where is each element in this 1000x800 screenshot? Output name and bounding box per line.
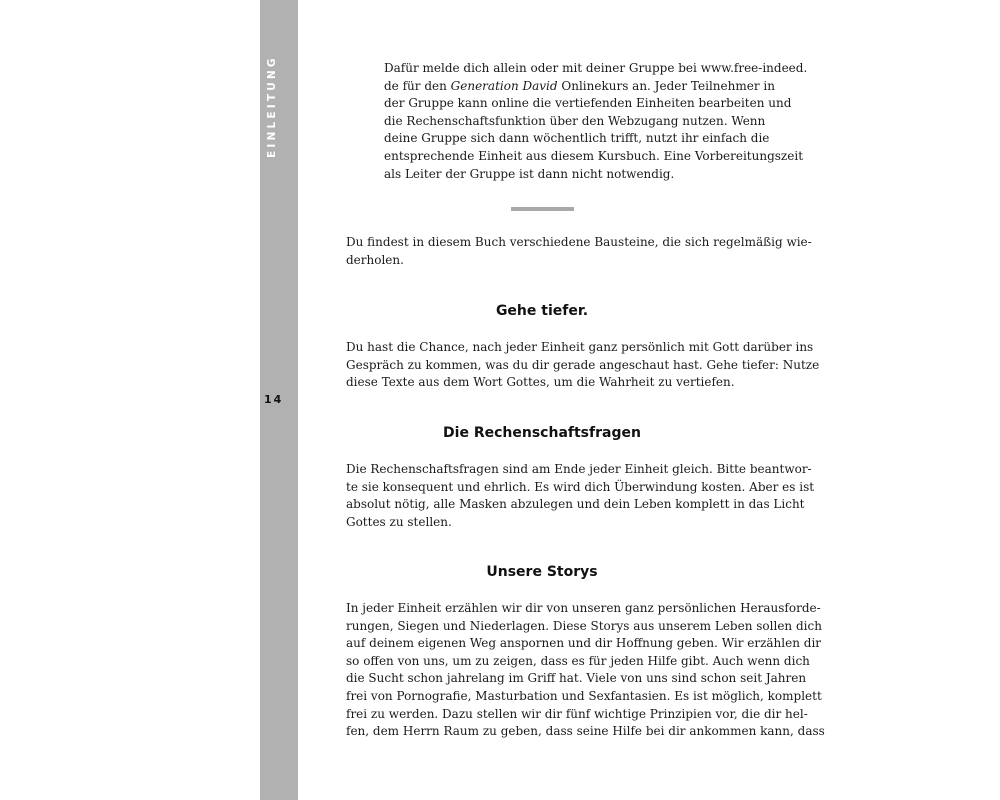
unsere-storys-paragraph bbox=[346, 600, 825, 741]
text-line: te sie konsequent und ehrlich. Es wird dich Überwindung kosten. Aber es ist bbox=[346, 479, 815, 494]
text-line: entsprechende Einheit aus diesem Kursbuch. Eine Vorbereitungszeit bbox=[384, 148, 804, 163]
text-line: frei von Pornografie, Masturbation und Sexfantasien. Es ist möglich, komplett bbox=[346, 688, 822, 703]
text-line: derholen. bbox=[346, 252, 404, 267]
text-line: frei zu werden. Dazu stellen wir dir fünf wichtige Prinzipien vor, die dir hel- bbox=[346, 706, 808, 721]
text-line: Die Rechenschaftsfragen sind am Ende jeder Einheit gleich. Bitte beantwor- bbox=[346, 462, 812, 476]
text-line: so offen von uns, um zu zeigen, dass es für jeden Hilfe gibt. Auch wenn dich bbox=[346, 653, 810, 668]
page-number: 14 bbox=[264, 393, 284, 406]
course-title: Generation David bbox=[450, 78, 558, 93]
text-line: Dafür melde dich allein oder mit deiner Gruppe bei www.free-indeed. bbox=[384, 61, 808, 75]
section-divider bbox=[511, 207, 574, 211]
text-line: als Leiter der Gruppe ist dann nicht notwendig. bbox=[384, 166, 675, 181]
text-line: diese Texte aus dem Wort Gottes, um die Wahrheit zu vertiefen. bbox=[346, 375, 735, 390]
text-line: de für den Generation David Onlinekurs an. Jeder Teilnehmer in bbox=[384, 78, 775, 93]
text-line: In jeder Einheit erzählen wir dir von unseren ganz persönlichen Herausforde- bbox=[346, 601, 821, 615]
heading-rechenschaftsfragen: Die Rechenschaftsfragen bbox=[443, 425, 641, 441]
text-line: die Sucht schon jahrelang im Griff hat. Viele von uns sind schon seit Jahren bbox=[346, 671, 807, 686]
rechenschaftsfragen-paragraph bbox=[346, 461, 815, 531]
text-line: Gespräch zu kommen, was du dir gerade angeschaut hast. Gehe tiefer: Nutze bbox=[346, 357, 820, 372]
text-line: Du findest in diesem Buch verschiedene Bausteine, die sich regelmäßig wie- bbox=[346, 235, 812, 249]
text-line: Gottes zu stellen. bbox=[346, 514, 452, 529]
text-line: fen, dem Herrn Raum zu geben, dass seine Hilfe bei dir ankommen kann, dass bbox=[346, 724, 825, 739]
section-label: EINLEITUNG bbox=[266, 55, 278, 158]
text-line: auf deinem eigenen Weg anspornen und dir Hoffnung geben. Wir erzählen dir bbox=[346, 636, 822, 651]
heading-gehe-tiefer: Gehe tiefer. bbox=[495, 303, 589, 319]
text-line: deine Gruppe sich dann wöchentlich trifft, nutzt ihr einfach die bbox=[384, 131, 770, 146]
bausteine-paragraph bbox=[346, 234, 812, 269]
text-line: der Gruppe kann online die vertiefenden Einheiten bearbeiten und bbox=[384, 96, 792, 111]
heading-unsere-storys: Unsere Storys bbox=[486, 564, 598, 580]
text-line: die Rechenschaftsfunktion über den Webzugang nutzen. Wenn bbox=[384, 113, 766, 128]
text-line: Du hast die Chance, nach jeder Einheit ganz persönlich mit Gott darüber ins bbox=[346, 340, 814, 354]
text-line: rungen, Siegen und Niederlagen. Diese Storys aus unserem Leben sollen dich bbox=[346, 618, 822, 633]
intro-paragraph bbox=[384, 60, 808, 183]
text-line: absolut nötig, alle Masken abzulegen und dein Leben komplett in das Licht bbox=[346, 497, 805, 512]
gehe-tiefer-paragraph bbox=[346, 339, 820, 392]
